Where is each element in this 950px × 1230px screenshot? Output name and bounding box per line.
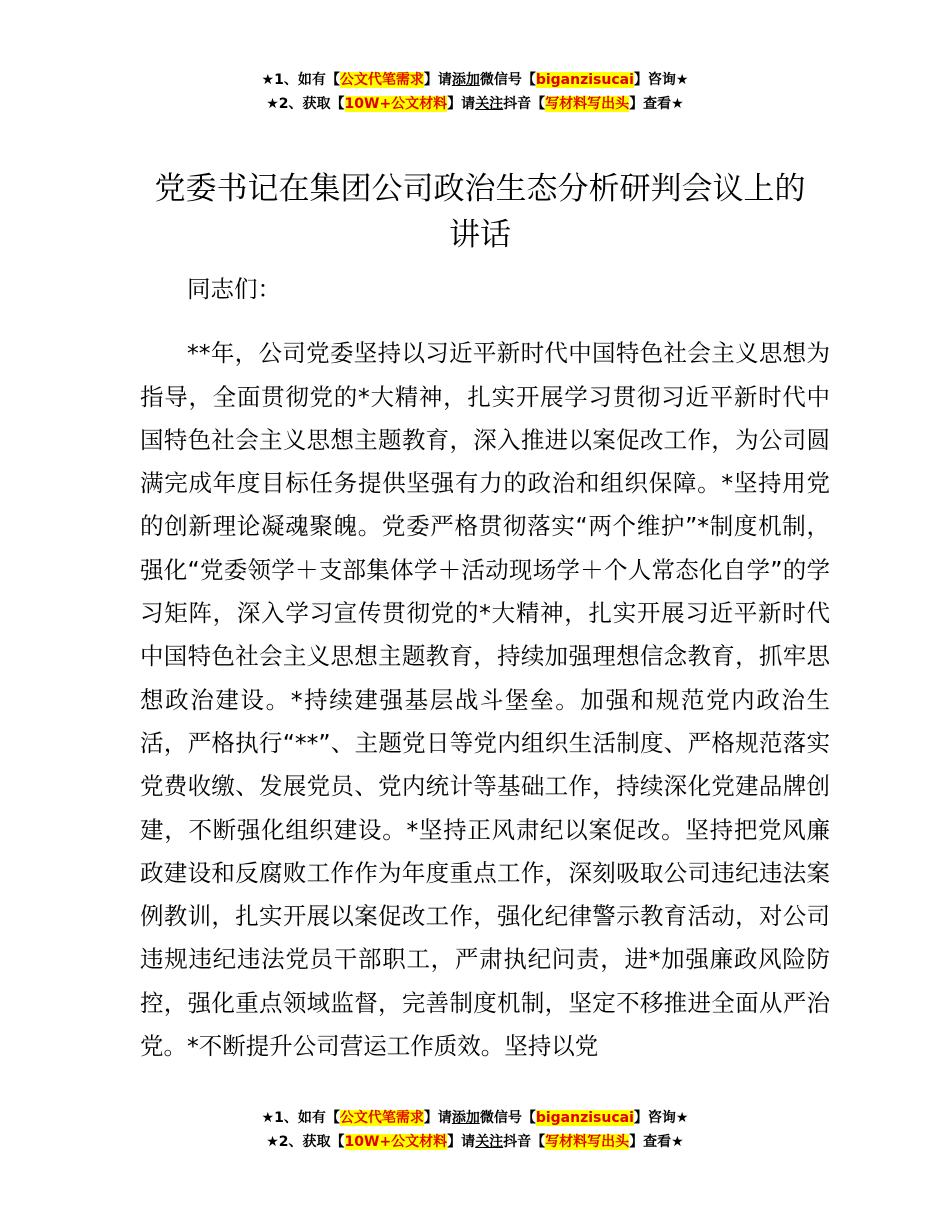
highlight-text: 10W+公文材料 [344,1134,448,1150]
banner-line-1 [0,68,950,92]
highlight-text: 10W+公文材料 [344,96,448,112]
banner-text: 】请 [423,72,452,88]
highlight-text: 写材料写出头 [545,96,630,112]
document-body [140,268,830,1068]
highlight-text: 公文代笔需求 [339,1110,424,1126]
banner-text: 】请 [423,1110,452,1126]
banner-text: ★1、如有【 [261,1110,340,1126]
banner-text: 微信号【 [479,1110,536,1126]
highlight-text: biganzisucai [535,1110,634,1126]
banner-text: 】请 [447,1134,476,1150]
banner-text: 抖音【 [503,1134,546,1150]
greeting: 同志们： [187,275,281,303]
banner-text: 】查看★ [629,1134,684,1150]
banner-text: 】查看★ [629,96,684,112]
document-title: 党委书记在集团公司政治生态分析研判会议上的讲话 [154,171,806,253]
banner-text: ★1、如有【 [261,72,340,88]
header-banner [0,68,950,116]
underlined-text: 添加 [451,1110,480,1126]
banner-text: ★2、获取【 [266,96,345,112]
banner-text: ★2、获取【 [266,1134,345,1150]
banner-text: 微信号【 [479,72,536,88]
banner-text: 】咨询★ [633,1110,689,1126]
highlight-text: 公文代笔需求 [339,72,424,88]
banner-text: 抖音【 [503,96,546,112]
highlight-text: 写材料写出头 [545,1134,630,1150]
underlined-text: 关注 [475,1134,504,1150]
body-paragraph: **年，公司党委坚持以习近平新时代中国特色社会主义思想为指导，全面贯彻党的*大精神，扎实开展学习贯彻习近平新时代中国特色社会主义思想主题教育，深入推进以案促改工作，为公司圆满完成年度目标任务提供坚强有力的政治和组织保障。*坚持用党的创新理论凝魂聚魄。党委严格贯彻落实“两个维护”*制度机制，强化“党委领学＋支部集体学＋活动现场学＋个人常态化自学”的学习矩阵，深入学习宣传贯彻党的*大精神，扎实开展习近平新时代中国特色社会主义思想主题教育，持续加强理想信念教育，抓牢思想政治建设。*持续建强基层战斗堡垒。加强和规范党内政治生活，严格执行“**”、主题党日等党内组织生活制度、严格规范落实党费收缴、发展党员、党内统计等基础工作，持续深化党建品牌创建，不断强化组织建设。*坚持正风肃纪以案促改。坚持把党风廉政建设和反腐败工作作为年度重点工作，深刻吸取公司违纪违法案例教训，扎实开展以案促改工作，强化纪律警示教育活动，对公司违规违纪违法党员干部职工，严肃执纪问责，进*加强廉政风险防控，强化重点领域监督，完善制度机制，坚定不移推进全面从严治党。*不断提升公司营运工作质效。坚持以党 [140,339,830,1061]
underlined-text: 添加 [451,72,480,88]
banner-text: 】咨询★ [633,72,689,88]
underlined-text: 关注 [475,96,504,112]
banner-line-2 [0,92,950,116]
footer-banner [0,1106,950,1154]
banner-text: 】请 [447,96,476,112]
banner-line-1 [0,1106,950,1130]
highlight-text: biganzisucai [535,72,634,88]
banner-line-2 [0,1130,950,1154]
